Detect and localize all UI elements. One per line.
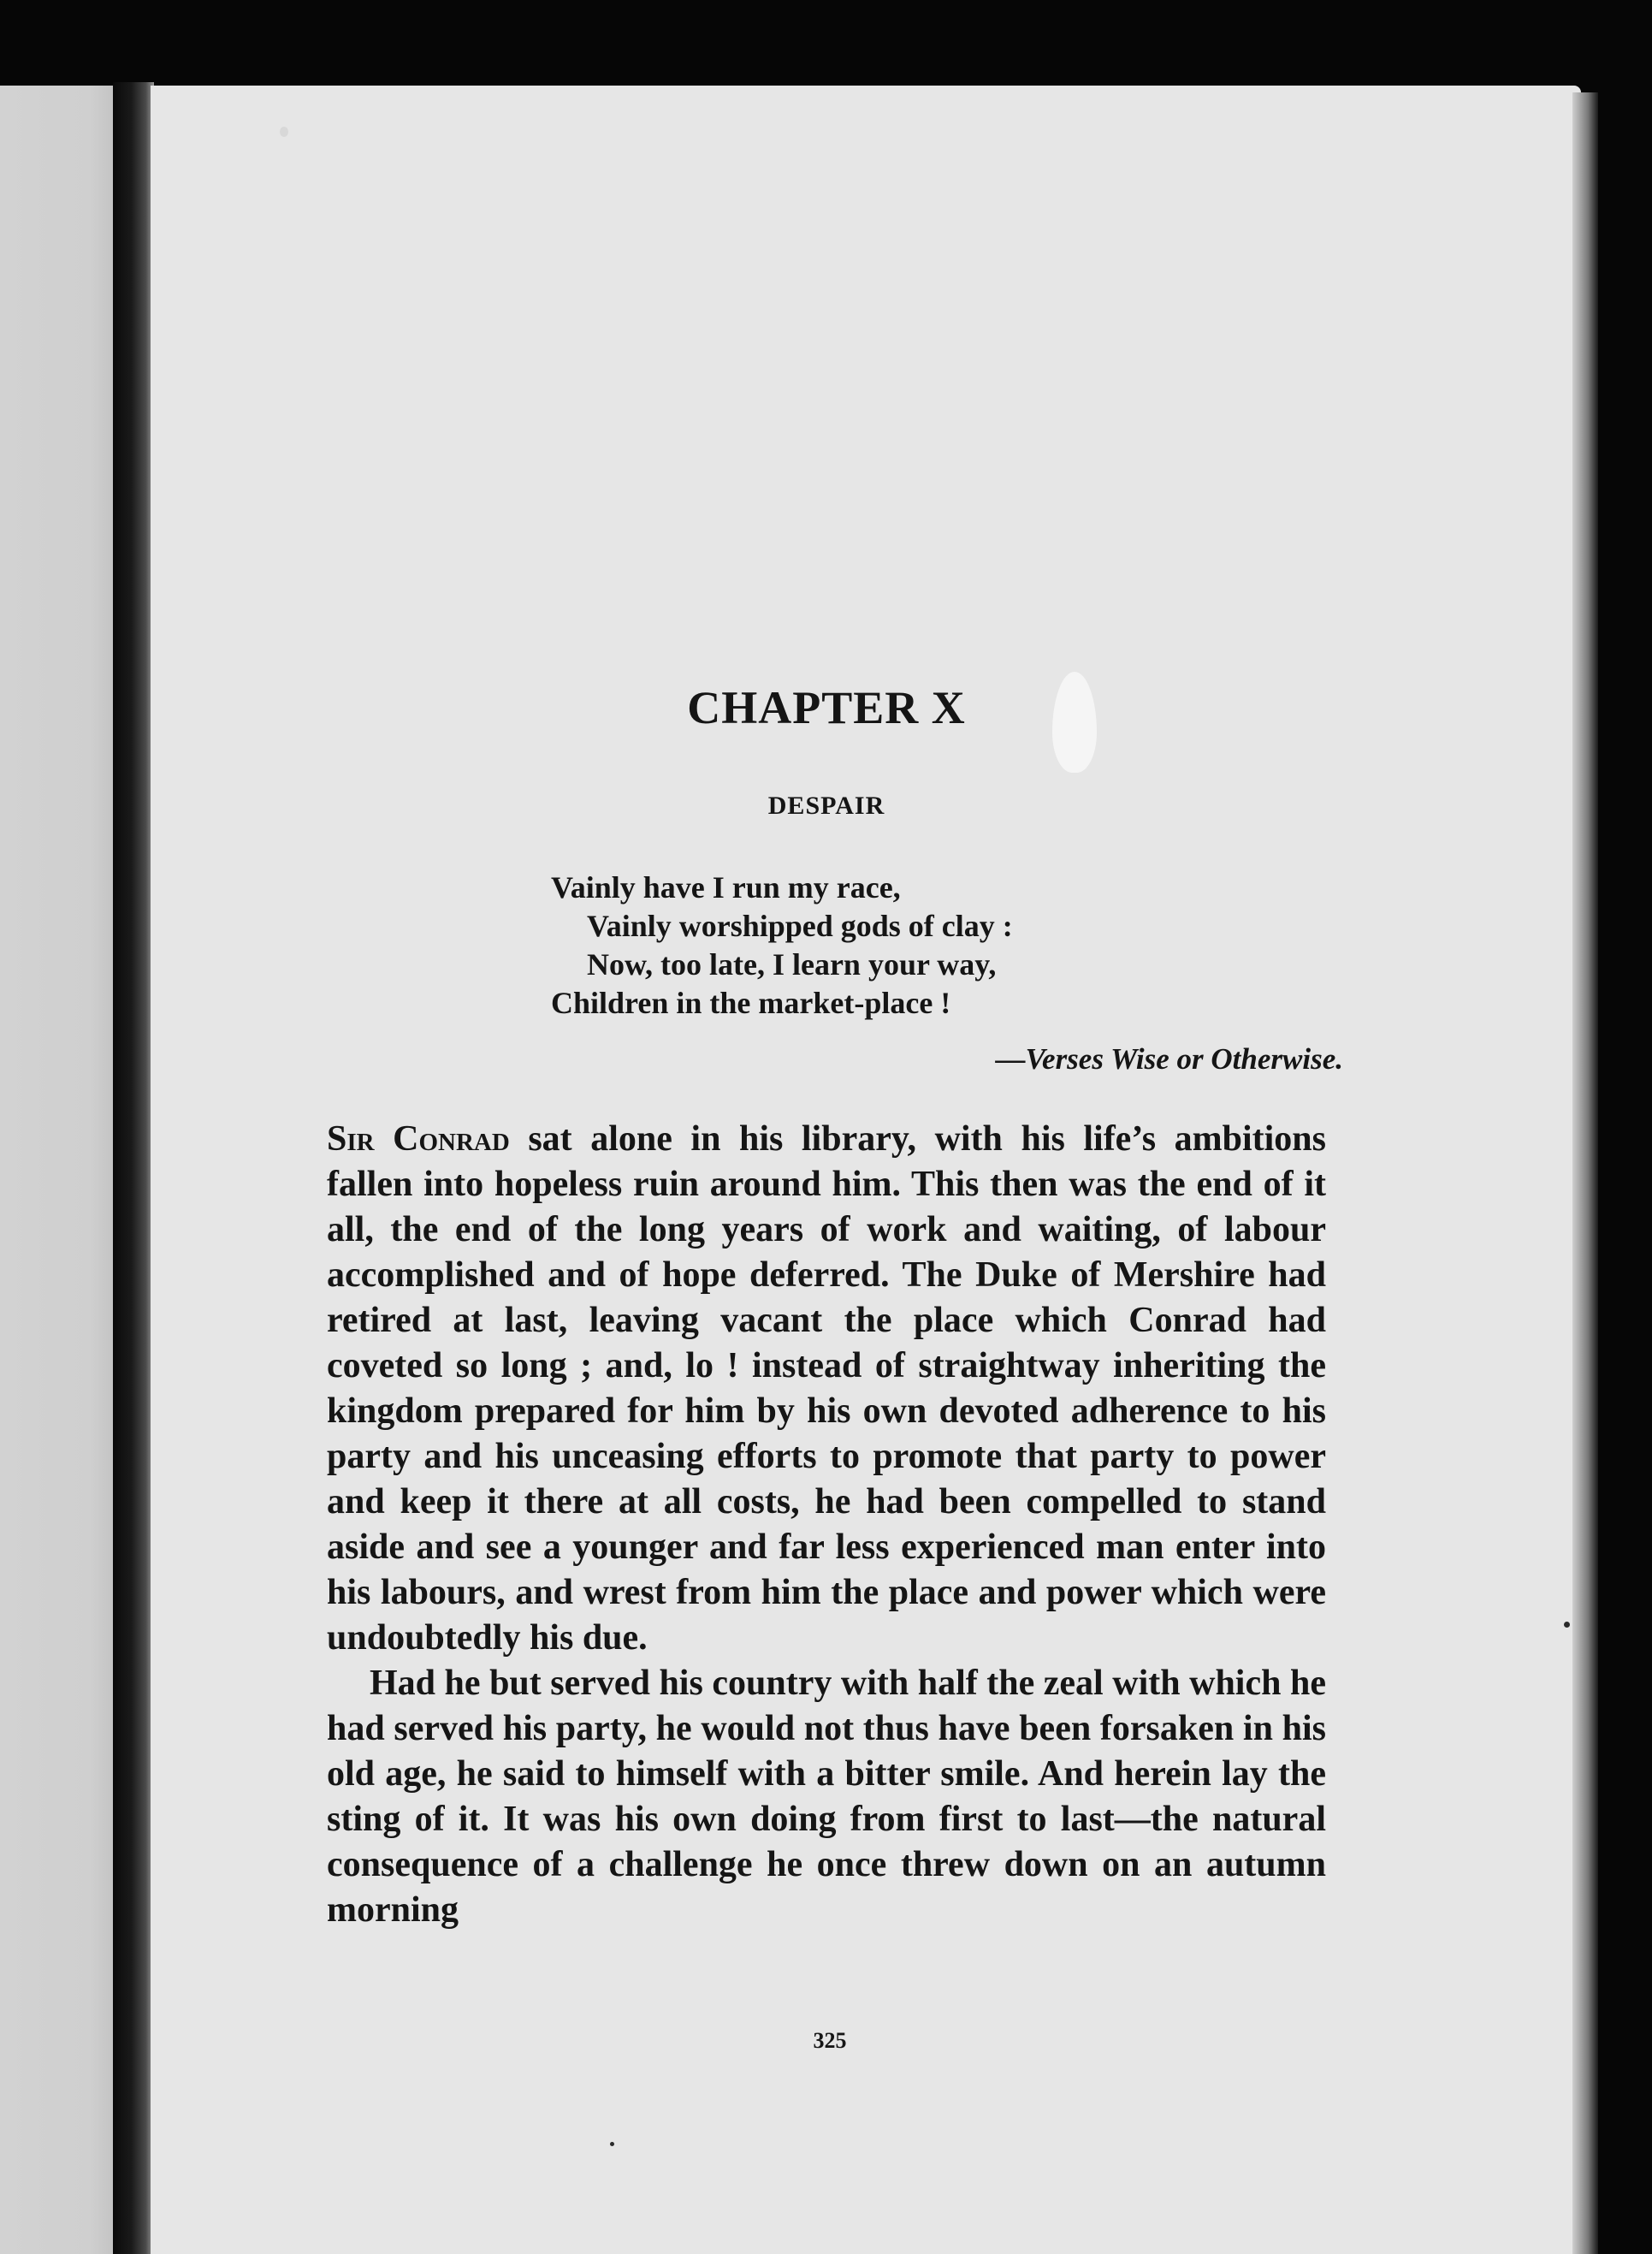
- paper-speck: [610, 2142, 614, 2146]
- epigraph-line: Children in the market-place !: [551, 986, 951, 1020]
- epigraph-attribution: —Verses Wise or Otherwise.: [995, 1042, 1343, 1076]
- paragraph-lead: Sir Conrad: [327, 1119, 510, 1159]
- facing-page-edge: [0, 86, 128, 2254]
- epigraph: [551, 869, 1364, 1023]
- epigraph-line: Vainly have I run my race,: [551, 870, 901, 905]
- epigraph-line: Vainly worshipped gods of clay :: [587, 909, 1013, 943]
- paragraph: Had he but served his country with half the zeal with which he had served his party, he would not thus have been forsaken in his old age, he said to himself with a bitter smile. And herein lay the sting of it. It was his own doing from first to last—the natural consequence of a challenge he once threw down on an autumn morning: [327, 1664, 1326, 1930]
- paper-speck: [1564, 1622, 1570, 1628]
- chapter-title: DESPAIR: [767, 792, 885, 820]
- body-text: [327, 1117, 1326, 1933]
- page-number: 325: [813, 2028, 847, 2053]
- paper-speck: [280, 127, 288, 137]
- paragraph: [327, 1117, 1326, 1661]
- paragraph-text: sat alone in his library, with his life’s ambitions fallen into hopeless ruin around him. This then was the end of it all, the end of the long years of work and waiting, of labour accomplished and of hope deferred. The Duke of Mershire had retired at last, leaving vacant the place which Conrad had coveted so long ; and, lo ! instead of straightway inheriting the kingdom prepared for him by his own devoted adherence to his party and his unceasing efforts to promote that party to power and keep it there at all costs, he had been compelled to stand aside and see a younger and far less experienced man enter into his labours, and wrest from him the place and power which were undoubtedly his due.: [327, 1119, 1327, 1658]
- page-edge: [1572, 92, 1598, 2254]
- chapter-heading: CHAPTER X: [687, 682, 966, 733]
- book-gutter: [113, 82, 154, 2254]
- epigraph-line: Now, too late, I learn your way,: [587, 947, 997, 982]
